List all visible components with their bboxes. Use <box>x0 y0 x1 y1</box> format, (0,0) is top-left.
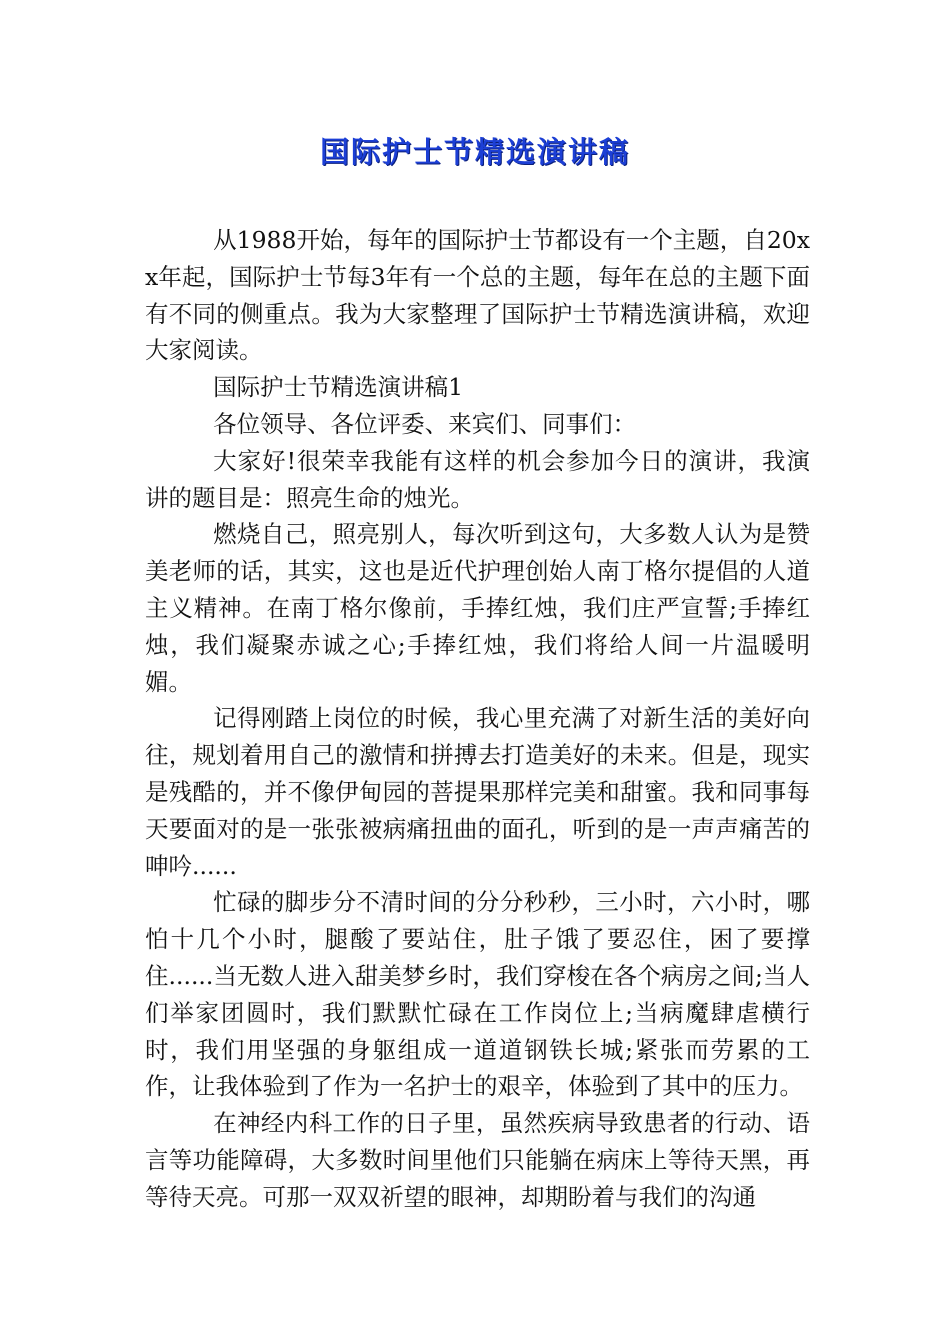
document-title: 国际护士节精选演讲稿 <box>319 135 630 169</box>
paragraph-speech-heading: 国际护士节精选演讲稿1 <box>213 373 464 402</box>
paragraph-greeting: 大家好!很荣幸我能有这样的机会参加今日的演讲，我演讲的题目是：照亮生命的烛光。 <box>145 446 810 512</box>
paragraph-body: 在神经内科工作的日子里，虽然疾病导致患者的行动、语言等功能障碍，大多数时间里他们只能躺在病床上等待天黑，再等待天亮。可那一双双祈望的眼神，却期盼着与我们的沟通 <box>145 1109 810 1211</box>
paragraph-intro: 从1988开始，每年的国际护士节都设有一个主题，自20xx年起，国际护士节每3年有一个总的主题，每年在总的主题下面有不同的侧重点。我为大家整理了国际护士节精选演讲稿，欢迎大家阅读。 <box>145 226 810 365</box>
paragraph-body: 记得刚踏上岗位的时候，我心里充满了对新生活的美好向往，规划着用自己的激情和拼搏去打造美好的未来。但是，现实是残酷的，并不像伊甸园的菩提果那样完美和甜蜜。我和同事每天要面对的是一张张被病痛扭曲的面孔，听到的是一声声痛苦的呻吟...... <box>145 704 810 880</box>
document-body <box>145 222 810 1216</box>
paragraph-salutation: 各位领导、各位评委、来宾们、同事们： <box>213 409 637 438</box>
paragraph-body: 燃烧自己，照亮别人，每次听到这句，大多数人认为是赞美老师的话，其实，这也是近代护理创始人南丁格尔提倡的人道主义精神。在南丁格尔像前，手捧红烛，我们庄严宣誓;手捧红烛，我们凝聚赤诚之心;手捧红烛，我们将给人间一片温暖明媚。 <box>145 520 810 696</box>
paragraph-body: 忙碌的脚步分不清时间的分分秒秒，三小时，六小时，哪怕十几个小时，腿酸了要站住，肚子饿了要忍住，困了要撑住......当无数人进入甜美梦乡时，我们穿梭在各个病房之间;当人们举家团圆时，我们默默忙碌在工作岗位上;当病魔肆虐横行时，我们用坚强的身躯组成一道道钢铁长城;紧张而劳累的工作，让我体验到了作为一名护士的艰辛，体验到了其中的压力。 <box>145 888 810 1101</box>
